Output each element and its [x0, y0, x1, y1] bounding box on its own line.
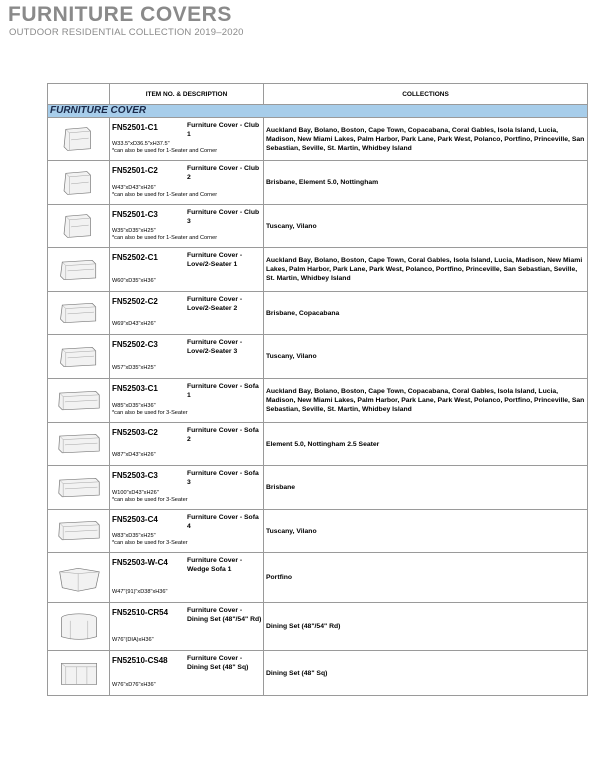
- item-number: FN52501-C1: [112, 123, 158, 132]
- section-row: [48, 105, 588, 118]
- table-row: [48, 603, 588, 651]
- product-image-cell: [48, 205, 110, 248]
- item-note: *can also be used for 3-Seater: [112, 497, 188, 503]
- item-description: Furniture Cover - Club 1: [187, 122, 260, 138]
- header-collections: COLLECTIONS: [264, 84, 588, 105]
- item-description: Furniture Cover - Dining Set (48" Sq): [187, 655, 249, 671]
- product-image-cell: [48, 603, 110, 651]
- wedge-sofa-cover-icon: [48, 561, 109, 595]
- item-description: Furniture Cover - Love/2-Seater 2: [187, 296, 243, 312]
- product-image-cell: [48, 466, 110, 510]
- page-title: FURNITURE COVERS: [8, 3, 232, 26]
- product-image-cell: [48, 248, 110, 292]
- product-image-cell: [48, 553, 110, 603]
- item-dimensions: W87"xD43"xH26": [112, 452, 156, 458]
- item-description-cell: [110, 423, 264, 466]
- item-number: FN52502-C3: [112, 340, 158, 349]
- collections-cell: Auckland Bay, Bolano, Boston, Cape Town, Coral Gables, Isola Island, Lucia, Madison, New Miami Lakes, Palm Harbor, Park Lane, Park West, Polanco, Portfino, Princeville, San Sebastian, Seville, St. Martin, Whidbey Island: [264, 248, 588, 292]
- item-note: *can also be used for 1-Seater and Corner: [112, 148, 218, 154]
- collections-cell: Auckland Bay, Bolano, Boston, Cape Town, Copacabana, Coral Gables, Isola Island, Lucia, Madison, New Miami Lakes, Palm Harbor, Park Lane, Park West, Polanco, Portfino, Princeville, San Sebastian, Seville, St. Martin, Whidbey Island: [264, 118, 588, 161]
- item-description: Furniture Cover - Sofa 1: [187, 383, 259, 399]
- item-dimensions: W43"xD43"xH26": [112, 185, 156, 191]
- item-dimensions: W47"(91)"xD38"xH36": [112, 589, 168, 595]
- loveseat-cover-icon: [48, 296, 109, 330]
- item-description-cell: [110, 335, 264, 379]
- round-dining-cover-icon: [48, 610, 109, 644]
- item-description: Furniture Cover - Love/2-Seater 1: [187, 252, 243, 268]
- item-dimensions: W83"xD35"xH25": [112, 533, 156, 539]
- item-number: FN52501-C3: [112, 210, 158, 219]
- loveseat-cover-icon: [48, 253, 109, 287]
- item-description-cell: [110, 379, 264, 423]
- club-chair-cover-icon: [48, 166, 109, 200]
- header-image-cell: [48, 84, 110, 105]
- product-image-cell: [48, 161, 110, 205]
- loveseat-cover-icon: [48, 340, 109, 374]
- table-row: [48, 161, 588, 205]
- product-image-cell: [48, 423, 110, 466]
- collections-cell: Brisbane: [264, 466, 588, 510]
- sofa-cover-icon: [48, 514, 109, 548]
- item-note: *can also be used for 1-Seater and Corner: [112, 235, 218, 241]
- collections-cell: Tuscany, Vilano: [264, 205, 588, 248]
- table-row: [48, 553, 588, 603]
- table-row: [48, 292, 588, 335]
- square-dining-cover-icon: [48, 656, 109, 690]
- item-description-cell: [110, 603, 264, 651]
- item-number: FN52510-CR54: [112, 608, 169, 617]
- collections-cell: Brisbane, Element 5.0, Nottingham: [264, 161, 588, 205]
- item-description-cell: [110, 161, 264, 205]
- item-number: FN52503-C2: [112, 428, 158, 437]
- item-dimensions: W60"xD35"xH36": [112, 278, 156, 284]
- item-description: Furniture Cover - Sofa 3: [187, 470, 259, 486]
- item-note: *can also be used for 1-Seater and Corner: [112, 192, 218, 198]
- item-number: FN52503-C3: [112, 471, 158, 480]
- item-number: FN52502-C2: [112, 297, 158, 306]
- item-note: *can also be used for 3-Seater: [112, 410, 188, 416]
- header-item-description: ITEM NO. & DESCRIPTION: [110, 84, 264, 105]
- club-chair-cover-icon: [48, 122, 109, 156]
- collections-cell: Tuscany, Vilano: [264, 510, 588, 553]
- item-description-cell: [110, 466, 264, 510]
- table-row: [48, 205, 588, 248]
- table-header-row: [48, 84, 588, 105]
- item-dimensions: W76"(DIA)xH36": [112, 637, 154, 643]
- sofa-cover-icon: [48, 427, 109, 461]
- product-table: [47, 83, 588, 696]
- item-description: Furniture Cover - Sofa 2: [187, 427, 259, 443]
- product-image-cell: [48, 379, 110, 423]
- item-description: Furniture Cover - Wedge Sofa 1: [187, 557, 243, 573]
- table-row: [48, 335, 588, 379]
- table-row: [48, 651, 588, 696]
- item-dimensions: W85"xD35"xH36": [112, 403, 156, 409]
- item-dimensions: W69"xD43"xH26": [112, 321, 156, 327]
- item-description: Furniture Cover - Love/2-Seater 3: [187, 339, 243, 355]
- collections-cell: Portfino: [264, 553, 588, 603]
- item-dimensions: W100"xD43"xH26": [112, 490, 159, 496]
- collections-cell: Dining Set (48"/54" Rd): [264, 603, 588, 651]
- item-description: Furniture Cover - Club 2: [187, 165, 260, 181]
- item-description-cell: [110, 510, 264, 553]
- table-row: [48, 466, 588, 510]
- product-image-cell: [48, 510, 110, 553]
- item-description-cell: [110, 651, 264, 696]
- item-description: Furniture Cover - Sofa 4: [187, 514, 259, 530]
- section-label: FURNITURE COVER: [48, 105, 588, 118]
- sofa-cover-icon: [48, 471, 109, 505]
- page-subtitle: OUTDOOR RESIDENTIAL COLLECTION 2019–2020: [9, 27, 244, 38]
- item-number: FN52503-W-C4: [112, 558, 168, 567]
- table-row: [48, 379, 588, 423]
- item-description: Furniture Cover - Dining Set (48"/54" Rd): [187, 607, 262, 623]
- item-description-cell: [110, 248, 264, 292]
- table-row: [48, 118, 588, 161]
- item-number: FN52510-CS48: [112, 656, 168, 665]
- product-image-cell: [48, 292, 110, 335]
- item-description-cell: [110, 292, 264, 335]
- table-row: [48, 248, 588, 292]
- collections-cell: Brisbane, Copacabana: [264, 292, 588, 335]
- product-image-cell: [48, 118, 110, 161]
- table-row: [48, 423, 588, 466]
- item-description-cell: [110, 205, 264, 248]
- item-description-cell: [110, 118, 264, 161]
- item-number: FN52502-C1: [112, 253, 158, 262]
- item-dimensions: W76"xD76"xH36": [112, 682, 156, 688]
- item-number: FN52503-C1: [112, 384, 158, 393]
- product-image-cell: [48, 651, 110, 696]
- sofa-cover-icon: [48, 384, 109, 418]
- item-dimensions: W33.5"xD36.5"xH37.5": [112, 141, 170, 147]
- collections-cell: Auckland Bay, Bolano, Boston, Cape Town, Copacabana, Coral Gables, Isola Island, Lucia, Madison, New Miami Lakes, Palm Harbor, Park Lane, Park West, Polanco, Portfino, Princeville, San Sebastian, Seville, St. Martin, Whidbey Island: [264, 379, 588, 423]
- table-row: [48, 510, 588, 553]
- collections-cell: Tuscany, Vilano: [264, 335, 588, 379]
- item-number: FN52503-C4: [112, 515, 158, 524]
- item-description-cell: [110, 553, 264, 603]
- item-note: *can also be used for 3-Seater: [112, 540, 188, 546]
- product-image-cell: [48, 335, 110, 379]
- item-dimensions: W35"xD35"xH25": [112, 228, 156, 234]
- collections-cell: Element 5.0, Nottingham 2.5 Seater: [264, 423, 588, 466]
- item-description: Furniture Cover - Club 3: [187, 209, 260, 225]
- collections-cell: Dining Set (48" Sq): [264, 651, 588, 696]
- item-number: FN52501-C2: [112, 166, 158, 175]
- club-chair-cover-icon: [48, 209, 109, 243]
- item-dimensions: W57"xD35"xH25": [112, 365, 156, 371]
